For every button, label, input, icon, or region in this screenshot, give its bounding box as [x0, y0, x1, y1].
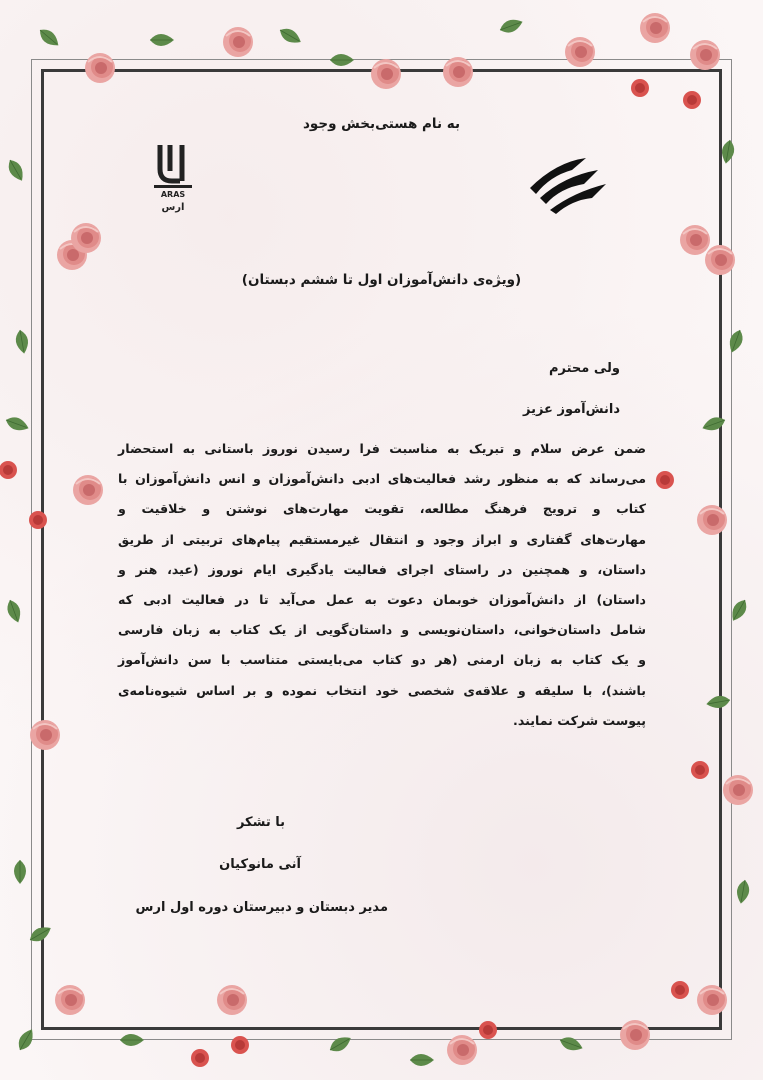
signer-name: آنی مانوکیان — [219, 857, 301, 872]
salutation-parent: ولی محترم — [549, 361, 620, 376]
svg-text:ارس: ارس — [161, 202, 185, 213]
body-line: باشند)، با سلیقه و علاقه‌ی شخصی خود انتخاب نموده و بر اساس شیوه‌نامه‌ی — [118, 682, 646, 698]
body-line: داستان) از دانش‌آموزان خوبمان دعوت به عمل می‌آید تا در فعالیت ادبی که — [118, 592, 646, 608]
body-line: و یک کتاب به زبان ارمنی (هر دو کتاب می‌بایستی متناسب با سن دانش‌آموز — [118, 652, 646, 668]
audience-subtitle: (ویژه‌ی دانش‌آموزان اول تا ششم دبستان) — [241, 272, 522, 288]
salutation-student: دانش‌آموز عزیز — [523, 402, 620, 417]
aras-school-logo — [150, 141, 196, 215]
body-line: پیوست شرکت نمایند. — [513, 712, 646, 728]
body-line: می‌رساند که به منظور رشد فعالیت‌های ادبی دانش‌آموزان و انس دانش‌آموزان با — [118, 471, 646, 487]
body-line: ضمن عرض سلام و تبریک به مناسبت فرا رسیدن نوروز باستانی به استحضار — [118, 441, 646, 456]
body-line: مهارت‌های گفتاری و ابراز وجود و انتقال غیرمستقیم پیام‌های تربیتی از طریق — [118, 531, 646, 547]
body-line: کتاب و ترویج فرهنگ مطالعه، تقویت مهارت‌های نوشتن و خلاقیت و — [118, 501, 646, 517]
ministry-emblem-logo — [526, 154, 608, 216]
invocation-heading: به نام هستی‌بخش وجود — [302, 116, 461, 132]
body-line: داستان، و همچنین در راستای اجرای فعالیت یادگیری ایام نوروز (عید، هنر و — [118, 561, 646, 577]
letter-body — [118, 434, 646, 736]
closing-thanks: با تشکر — [236, 815, 285, 830]
signer-title: مدیر دبستان و دبیرستان دوره اول ارس — [135, 900, 388, 915]
body-line: شامل داستان‌خوانی، داستان‌نویسی و داستان‌گویی از یک کتاب به زبان فارسی — [118, 622, 646, 638]
svg-text:ARAS: ARAS — [160, 190, 186, 199]
